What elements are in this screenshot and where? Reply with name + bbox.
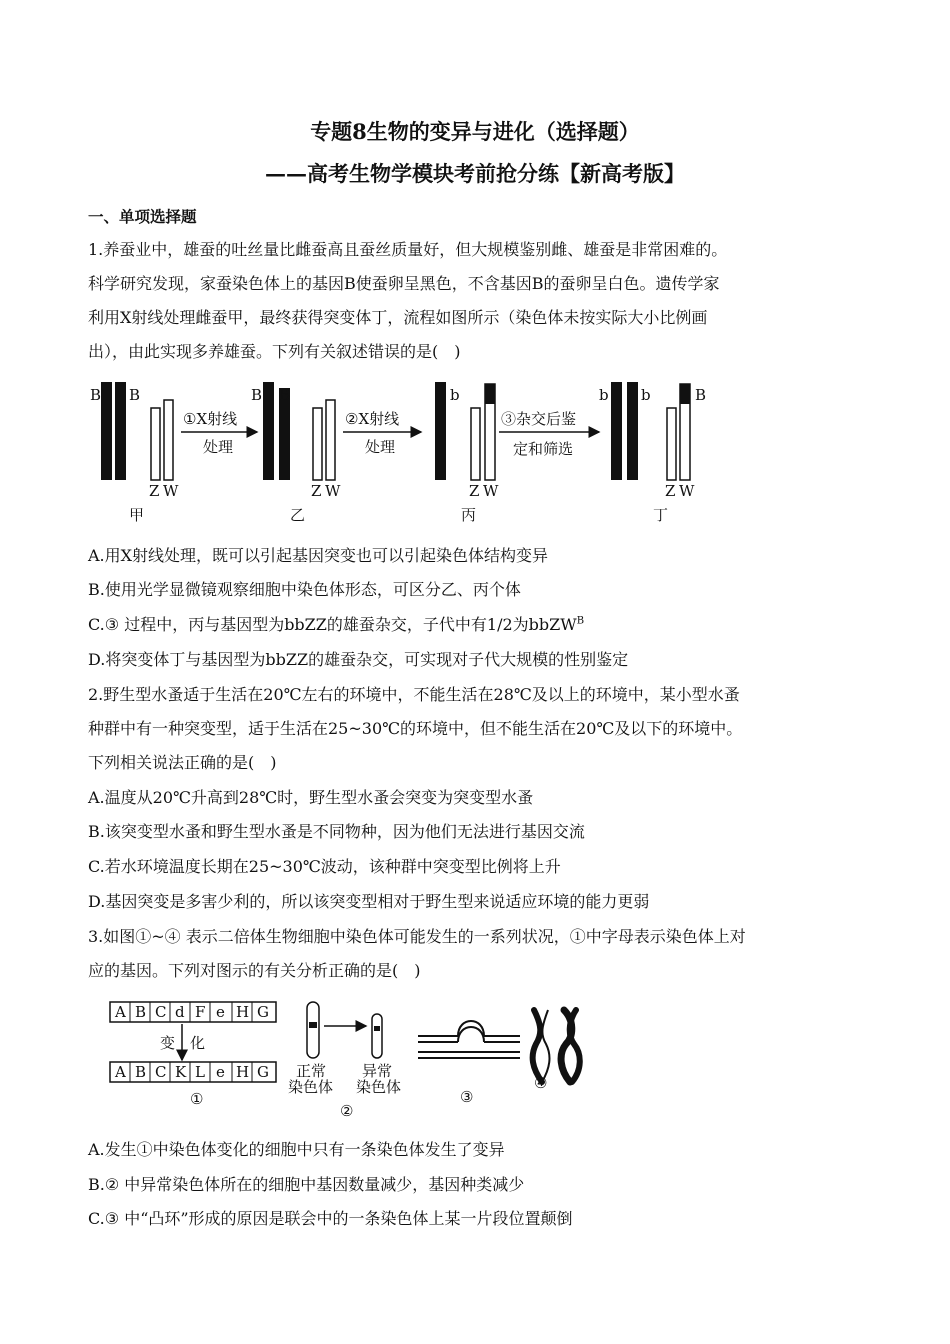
sex-label-W: W: [163, 482, 179, 500]
figure-1-chromosome-flow: [85, 378, 715, 526]
individual-name: 甲: [129, 506, 145, 524]
crossover-chromosomes: [533, 1010, 580, 1082]
gene-letter: d: [175, 1003, 185, 1021]
q1-line-2: 科学研究发现，家蚕染色体上的基因B使蚕卵呈黑色，不含基因B的蚕卵呈白色。遗传学家: [88, 274, 720, 293]
chromosome-w: [326, 400, 335, 480]
q2-option-b: B.该突变型水蚤和野生型水蚤是不同物种，因为他们无法进行基因交流: [88, 822, 585, 841]
q2-option-c: C.若水环境温度长期在25~30℃波动，该种群中突变型比例将上升: [88, 857, 561, 876]
q1-option-d: D.将突变体丁与基因型为bbZZ的雄蚕杂交，可实现对子代大规模的性别鉴定: [88, 650, 629, 669]
normal-chromosome: [307, 1002, 319, 1058]
gene-letter: H: [236, 1003, 250, 1021]
q3-option-c: C.③ 中“凸环”形成的原因是联会中的一条染色体上某一片段位置颠倒: [88, 1209, 573, 1228]
gene-label-B: B: [90, 386, 102, 404]
change-label: 化: [190, 1034, 206, 1052]
gene-letter: B: [135, 1003, 147, 1021]
gene-letter: H: [236, 1063, 250, 1081]
step-1-label: 处理: [203, 438, 234, 456]
q2-line-3: 下列相关说法正确的是( ): [88, 753, 277, 772]
q3-line-2: 应的基因。下列对图示的有关分析正确的是( ): [88, 961, 421, 980]
q1-option-a: A.用X射线处理，既可以引起基因突变也可以引起染色体结构变异: [88, 546, 549, 565]
synapsis-loop: [418, 1021, 520, 1058]
gene-letter: F: [195, 1003, 206, 1021]
q3-option-a: A.发生①中染色体变化的细胞中只有一条染色体发生了变异: [88, 1140, 505, 1159]
step-3-label: ③杂交后鉴: [501, 410, 577, 428]
chromosome-black: [611, 382, 622, 480]
chromosome-z: [471, 408, 480, 480]
step-1-label: ①X射线: [183, 410, 238, 428]
gene-row-bottom: [110, 1062, 276, 1082]
gene-letter: C: [155, 1063, 167, 1081]
sex-label-W: W: [679, 482, 695, 500]
gene-letter: A: [115, 1003, 126, 1021]
abnormal-label: 异常: [362, 1062, 393, 1080]
gene-letter: C: [155, 1003, 167, 1021]
title-line-2: ——高考生物学模块考前抢分练【新高考版】: [265, 161, 685, 186]
gene-label-b: b: [599, 386, 609, 404]
figure-number: ②: [340, 1102, 354, 1120]
q1-line-1: 1.养蚕业中，雄蚕的吐丝量比雌蚕高且蚕丝质量好，但大规模鉴别雌、雄蚕是非常困难的。: [88, 240, 728, 259]
step-2-label: ②X射线: [345, 410, 400, 428]
centromere: [309, 1022, 317, 1028]
gene-row-top: [110, 1002, 276, 1022]
q1-option-c: [88, 612, 584, 635]
q2-line-1: 2.野生型水蚤适于生活在20℃左右的环境中，不能生活在28℃及以上的环境中，某小型水蚤: [88, 685, 740, 704]
figure-2-chromosome-variations: [106, 996, 586, 1124]
title-line-1: 专题8生物的变异与进化（选择题）: [310, 119, 640, 144]
chromosome-black: [115, 382, 126, 480]
q3-option-b: B.② 中异常染色体所在的细胞中基因数量减少，基因种类减少: [88, 1175, 525, 1194]
gene-letter: e: [216, 1003, 225, 1021]
chromosome-black: [101, 382, 112, 480]
q1-option-c-superscript: B: [576, 615, 585, 627]
q2-option-d: D.基因突变是多害少利的，所以该突变型相对于野生型来说适应环境的能力更弱: [88, 892, 650, 911]
chromosome-black: [263, 382, 274, 480]
figure-number: ③: [460, 1088, 474, 1106]
chromosome-black: [627, 382, 638, 480]
sex-label-Z: Z: [311, 482, 322, 500]
change-label: 变: [160, 1034, 176, 1052]
sex-label-W: W: [325, 482, 341, 500]
gene-label-B: B: [251, 386, 263, 404]
chromosome-z: [151, 408, 160, 480]
translocated-segment: [485, 384, 495, 404]
q1-line-3: 利用X射线处理雌蚕甲，最终获得突变体丁，流程如图所示（染色体未按实际大小比例画: [88, 308, 708, 327]
gene-label-b: b: [641, 386, 651, 404]
gene-letter: K: [175, 1063, 187, 1081]
figure-number: ①: [190, 1090, 204, 1108]
chromosome-z: [667, 408, 676, 480]
individual-name: 丙: [461, 506, 477, 524]
q3-line-1: 3.如图①~④ 表示二倍体生物细胞中染色体可能发生的一系列状况，①中字母表示染色体上对: [88, 927, 746, 946]
gene-label-B: B: [695, 386, 707, 404]
gene-letter: e: [216, 1063, 225, 1081]
translocated-segment: [680, 384, 690, 404]
sex-label-Z: Z: [665, 482, 676, 500]
q1-option-c-text: C.③ 过程中，丙与基因型为bbZZ的雄蚕杂交，子代中有1/2为bbZW: [88, 615, 577, 634]
chromosome-z: [313, 408, 322, 480]
q1-line-4: 出），由此实现多养雄蚕。下列有关叙述错误的是( ): [88, 342, 461, 361]
individual-name: 乙: [290, 506, 306, 524]
chromosome-w: [164, 400, 173, 480]
section-heading: 一、单项选择题: [88, 207, 197, 226]
abnormal-label: 染色体: [356, 1078, 402, 1096]
sex-label-Z: Z: [469, 482, 480, 500]
gene-letter: G: [257, 1063, 269, 1081]
gene-letter: L: [195, 1063, 205, 1081]
gene-letter: B: [135, 1063, 147, 1081]
gene-letter: A: [115, 1063, 126, 1081]
chromosome-black: [435, 382, 446, 480]
q2-line-2: 种群中有一种突变型，适于生活在25~30℃的环境中，但不能生活在20℃及以下的环境中。: [88, 719, 743, 738]
sex-label-Z: Z: [149, 482, 160, 500]
gene-letter: G: [257, 1003, 269, 1021]
sex-label-W: W: [483, 482, 499, 500]
normal-label: 正常: [296, 1062, 327, 1080]
q2-option-a: A.温度从20℃升高到28℃时，野生型水蚤会突变为突变型水蚤: [88, 788, 534, 807]
individual-name: 丁: [653, 506, 669, 524]
q1-option-b: B.使用光学显微镜观察细胞中染色体形态，可区分乙、丙个体: [88, 580, 521, 599]
centromere: [374, 1026, 380, 1031]
abnormal-chromosome: [372, 1014, 382, 1058]
figure-number: ④: [534, 1074, 548, 1092]
step-3-label: 定和筛选: [513, 440, 574, 458]
gene-label-B: B: [279, 386, 291, 404]
gene-label-B: B: [129, 386, 141, 404]
gene-label-b: b: [450, 386, 460, 404]
step-2-label: 处理: [365, 438, 396, 456]
normal-label: 染色体: [288, 1078, 334, 1096]
